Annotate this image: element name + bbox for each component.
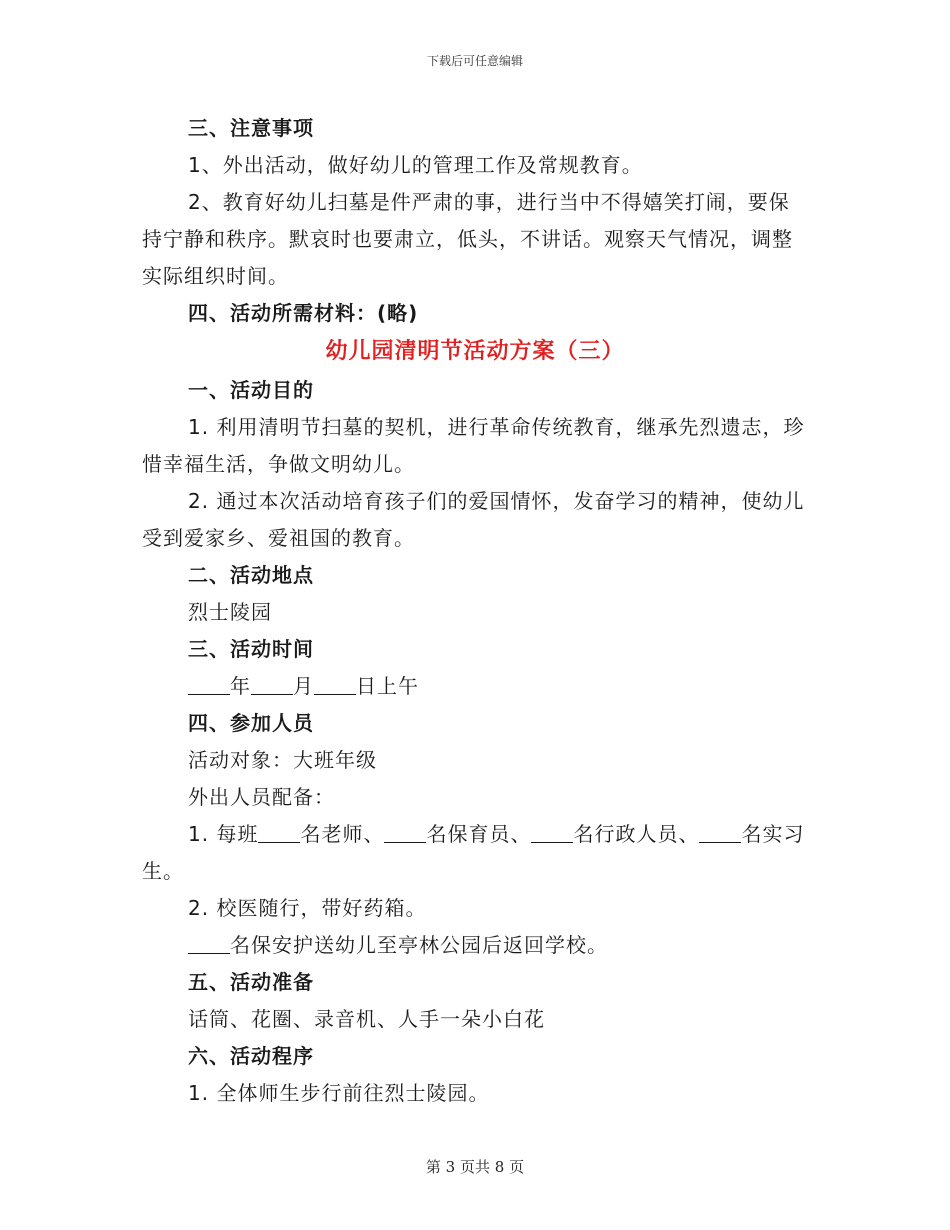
blank-line [251, 672, 293, 695]
place-heading: 二、活动地点 [188, 563, 314, 587]
notes-heading: 三、注意事项 [188, 116, 314, 140]
time-day: 日上午 [356, 674, 419, 698]
staff-item-3 [142, 927, 808, 964]
blank-line [188, 931, 230, 954]
staff-item-2: 2. 校医随行，带好药箱。 [188, 896, 427, 920]
notes-item-1: 1、外出活动，做好幼儿的管理工作及常规教育。 [188, 153, 643, 177]
staff-1-c: 名保育员、 [426, 822, 532, 846]
staff-item-1 [142, 816, 808, 890]
document-body [142, 110, 808, 1112]
blank-line [699, 820, 741, 843]
goal-item-2: 2. 通过本次活动培育孩子们的爱国情怀，发奋学习的精神，使幼儿受到爱家乡、爱祖国的教育。 [142, 489, 805, 550]
time-text [142, 668, 808, 705]
blank-line [531, 820, 573, 843]
blank-line [314, 672, 356, 695]
plan-title: 幼儿园清明节活动方案（三） [325, 339, 625, 364]
staff-3-text: 名保安护送幼儿至亭林公园后返回学校。 [230, 933, 608, 957]
blank-line [258, 820, 300, 843]
time-year: 年 [230, 674, 251, 698]
staff-1-e: 名实习生。 [142, 822, 805, 883]
people-target: 活动对象：大班年级 [188, 748, 377, 772]
place-text: 烈士陵园 [188, 600, 272, 624]
prep-heading: 五、活动准备 [188, 970, 314, 994]
proc-heading: 六、活动程序 [188, 1044, 314, 1068]
staff-1-d: 名行政人员、 [573, 822, 700, 846]
people-heading: 四、参加人员 [188, 711, 314, 735]
notes-item-2: 2、教育好幼儿扫墓是件严肃的事，进行当中不得嬉笑打闹，要保持宁静和秩序。默哀时也要肃立，低头，不讲话。观察天气情况，调整实际组织时间。 [142, 190, 793, 288]
goal-item-1: 1. 利用清明节扫墓的契机，进行革命传统教育，继承先烈遗志，珍惜幸福生活，争做文明幼儿。 [142, 415, 805, 476]
blank-line [188, 672, 230, 695]
page-footer: 第 3 页共 8 页 [425, 1158, 525, 1176]
goal-heading: 一、活动目的 [188, 378, 314, 402]
staff-1-b: 名老师、 [300, 822, 385, 846]
blank-line [384, 820, 426, 843]
time-month: 月 [293, 674, 314, 698]
prep-text: 话筒、花圈、录音机、人手一朵小白花 [188, 1007, 545, 1031]
people-staff: 外出人员配备： [188, 785, 335, 809]
proc-item-1: 1. 全体师生步行前往烈士陵园。 [188, 1081, 490, 1105]
time-heading: 三、活动时间 [188, 637, 314, 661]
staff-1-a: 1. 每班 [188, 822, 259, 846]
page-header: 下载后可任意编辑 [426, 54, 523, 68]
materials-heading: 四、活动所需材料：(略) [188, 301, 419, 325]
